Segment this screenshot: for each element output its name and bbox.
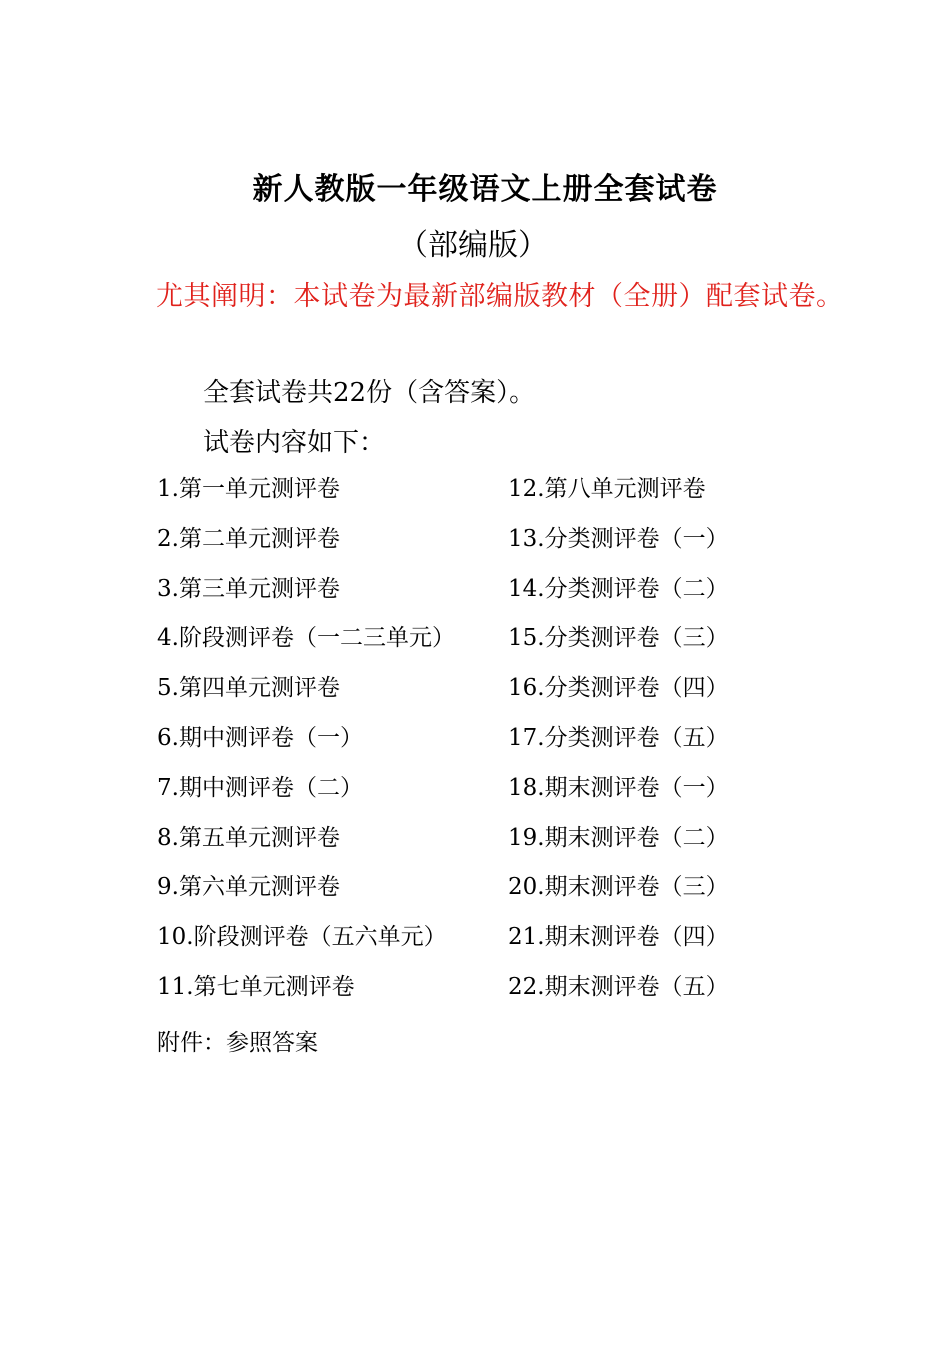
list-item: 7.期中测评卷（二） (157, 774, 363, 801)
list-item: 14.分类测评卷（二） (508, 575, 729, 602)
list-item: 15.分类测评卷（三） (508, 625, 729, 652)
list-item: 2.第二单元测评卷 (157, 525, 340, 552)
list-item: 21.期末测评卷（四） (508, 924, 729, 951)
list-item: 13.分类测评卷（一） (508, 525, 729, 552)
contents-list-left (157, 474, 455, 1022)
list-item: 12.第八单元测评卷 (508, 476, 706, 502)
contents-list-right (508, 474, 729, 1022)
document-title: 新人教版一年级语文上册全套试卷 (252, 172, 718, 207)
list-item: 20.期末测评卷（三） (508, 874, 729, 901)
list-item: 8.第五单元测评卷 (157, 824, 340, 851)
list-item: 16.分类测评卷（四） (508, 675, 729, 702)
list-item: 4.阶段测评卷（一二三单元） (157, 625, 455, 652)
list-item: 1.第一单元测评卷 (157, 476, 340, 502)
document-subtitle: （部编版） (398, 228, 548, 263)
intro-contents-line: 试卷内容如下： (203, 428, 386, 458)
list-item: 18.期末测评卷（一） (508, 774, 729, 801)
intro-count-line: 全套试卷共22份（含答案）。 (203, 378, 536, 408)
list-item: 9.第六单元测评卷 (157, 874, 340, 901)
list-item: 19.期末测评卷（二） (508, 824, 729, 851)
list-item: 22.期末测评卷（五） (508, 973, 729, 1000)
list-item: 6.期中测评卷（一） (157, 724, 363, 751)
list-item: 3.第三单元测评卷 (157, 575, 340, 602)
list-item: 11.第七单元测评卷 (157, 973, 355, 1000)
notice-text: 尤其阐明：本试卷为最新部编版教材（全册）配套试卷。 (156, 281, 844, 312)
attachment-note: 附件：参照答案 (157, 1030, 318, 1056)
list-item: 5.第四单元测评卷 (157, 675, 340, 702)
list-item: 17.分类测评卷（五） (508, 724, 729, 751)
list-item: 10.阶段测评卷（五六单元） (157, 924, 447, 951)
